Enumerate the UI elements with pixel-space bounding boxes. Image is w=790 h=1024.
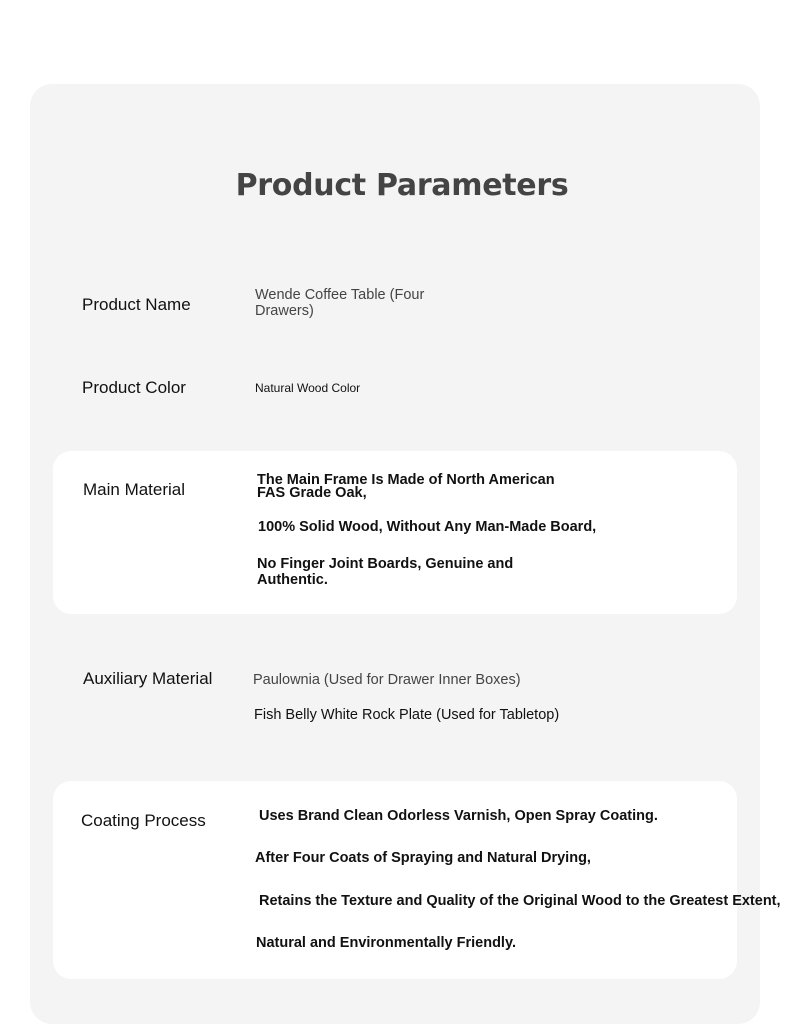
product-color-value: Natural Wood Color bbox=[255, 381, 361, 395]
auxiliary-material-label: Auxiliary Material bbox=[83, 669, 213, 688]
product-color-label: Product Color bbox=[82, 378, 186, 397]
coating-process-line-4: Natural and Environmentally Friendly. bbox=[256, 935, 516, 951]
main-material-line-2: 100% Solid Wood, Without Any Man-Made Board, bbox=[258, 519, 597, 535]
auxiliary-material-line-1: Paulownia (Used for Drawer Inner Boxes) bbox=[253, 672, 521, 688]
auxiliary-material-line-2: Fish Belly White Rock Plate (Used for Tabletop) bbox=[254, 707, 560, 723]
coating-process-label: Coating Process bbox=[81, 811, 206, 830]
coating-process-line-2: After Four Coats of Spraying and Natural Drying, bbox=[255, 850, 591, 866]
coating-process-line-3: Retains the Texture and Quality of the Original Wood to the Greatest Extent, bbox=[259, 893, 781, 909]
main-material-line-3: No Finger Joint Boards, Genuine and Authentic. bbox=[257, 556, 514, 588]
coating-process-line-1: Uses Brand Clean Odorless Varnish, Open Spray Coating. bbox=[259, 808, 658, 824]
page-title: Product Parameters bbox=[235, 168, 569, 203]
main-material-line-1: The Main Frame Is Made of North American FAS Grade Oak, bbox=[257, 472, 555, 501]
product-name-label: Product Name bbox=[82, 295, 191, 314]
product-name-value: Wende Coffee Table (Four Drawers) bbox=[255, 287, 425, 319]
main-material-label: Main Material bbox=[83, 480, 186, 499]
